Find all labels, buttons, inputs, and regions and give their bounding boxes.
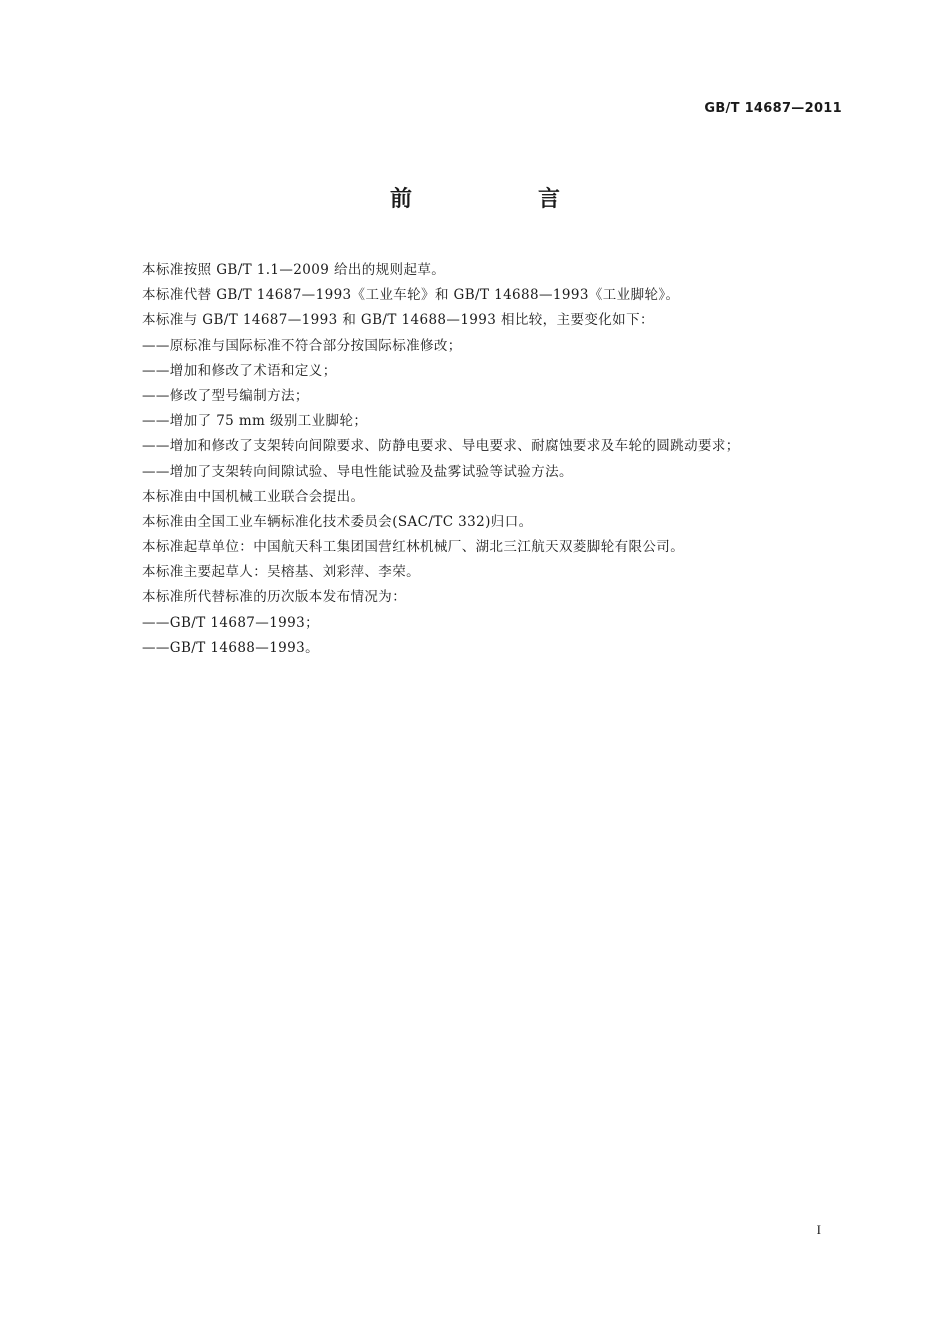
text-line: 本标准代替 GB/T 14687—1993《工业车轮》和 GB/T 14688—1993《工业脚轮》。 xyxy=(142,287,680,304)
text-line: 本标准所代替标准的历次版本发布情况为： xyxy=(142,589,407,606)
text-line: ——增加和修改了术语和定义； xyxy=(142,362,337,379)
text-line: 本标准主要起草人：吴榕基、刘彩萍、李荣。 xyxy=(142,564,420,581)
text-line: ——增加了 75 mm 级别工业脚轮； xyxy=(142,413,368,430)
text-line: ——增加了支架转向间隙试验、导电性能试验及盐雾试验等试验方法。 xyxy=(142,463,573,480)
text-line: ——GB/T 14688—1993。 xyxy=(142,639,320,656)
text-line: 本标准起草单位：中国航天科工集团国营红林机械厂、湖北三江航天双菱脚轮有限公司。 xyxy=(142,539,685,556)
foreword-body xyxy=(142,258,842,661)
page-number: I xyxy=(816,1222,821,1237)
text-line: 本标准由全国工业车辆标准化技术委员会(SAC/TC 332)归口。 xyxy=(142,513,533,530)
page-title: 前 言 xyxy=(389,187,612,212)
text-line: ——修改了型号编制方法； xyxy=(142,387,309,404)
text-line: ——增加和修改了支架转向间隙要求、防静电要求、导电要求、耐腐蚀要求及车轮的圆跳动要求； xyxy=(142,438,740,455)
text-line: 本标准与 GB/T 14687—1993 和 GB/T 14688—1993 相比较，主要变化如下： xyxy=(142,312,654,329)
text-line: ——GB/T 14687—1993； xyxy=(142,614,320,631)
text-line: ——原标准与国际标准不符合部分按国际标准修改； xyxy=(142,337,462,354)
text-line: 本标准按照 GB/T 1.1—2009 给出的规则起草。 xyxy=(142,262,446,278)
text-line: 本标准由中国机械工业联合会提出。 xyxy=(142,488,365,505)
document-code: GB/T 14687—2011 xyxy=(704,101,842,116)
